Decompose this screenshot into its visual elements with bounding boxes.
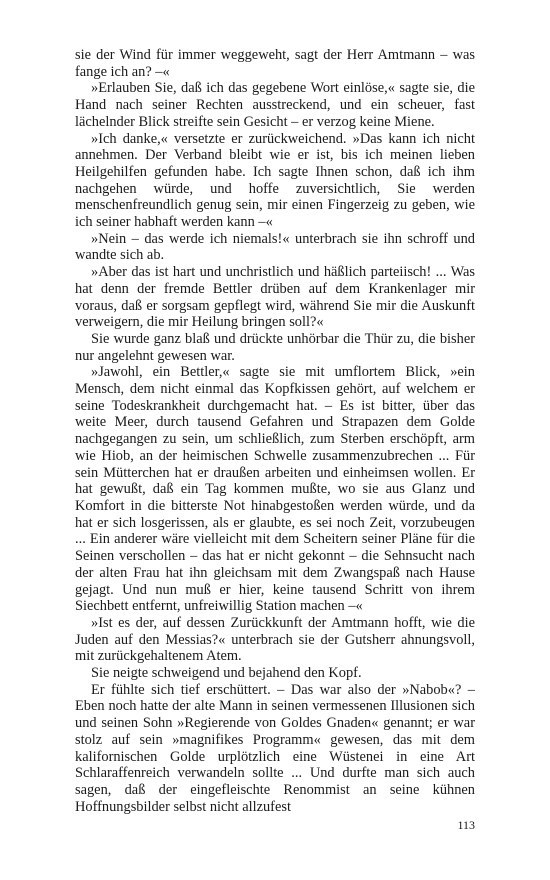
paragraph: Sie wurde ganz blaß und drückte unhörbar die Thür zu, die bisher nur angelehnt gewesen war.: [75, 330, 475, 364]
paragraph: »Jawohl, ein Bettler,« sagte sie mit umflortem Blick, »ein Mensch, dem nicht einmal das Kopfkissen gehört, auf welchem er seine Todeskrankheit durchgemacht hat. – Es ist bitter, über das weite Meer, durch tausend Gefahren und Strapazen dem Golde nachgegangen zu sein, um schließlich, zum Sterben erschöpft, arm wie Hiob, an der heimischen Schwelle zusammenzubrechen ... Für sein Mütterchen hat er draußen arbeiten und einheimsen wollen. Er hat gewußt, daß ein Tag kommen mußte, wo sie aus Glanz und Komfort in die bitterste Not hinabgestoßen werden würde, und da hat er sich losgerissen, als er glaubte, es sei noch Zeit, vorzubeugen ... Ein anderer wäre vielleicht mit dem Scheitern seiner Pläne für die Seinen verschollen – das hat er nicht gekonnt – die Sehnsucht nach der alten Frau hat ihn gleichsam mit dem Zwangspaß nach Hause gejagt. Und nun muß er hier, keine tausend Schritt von ihrem Siechbett entfernt, unfreiwillig Station machen –«: [75, 364, 475, 615]
paragraph: »Erlauben Sie, daß ich das gegebene Wort einlöse,« sagte sie, die Hand nach seiner Rechten ausstreckend, und ein scheuer, fast lächelnder Blick streifte sein Gesicht – er verzog keine Miene.: [75, 80, 475, 130]
paragraph: »Nein – das werde ich niemals!« unterbrach sie ihn schroff und wandte sich ab.: [75, 230, 475, 264]
paragraph: Er fühlte sich tief erschüttert. – Das war also der »Nabob«? – Eben noch hatte der alte Mann in seinen vermessenen Illusionen sich und seinen Sohn »Regierende von Goldes Gnaden« genannt; er war stolz auf sein »magnifikes Programm« gewesen, das mit dem kalifornischen Golde urplötzlich eine Wüstenei in eine Art Schlaraffenreich verwandeln sollte ... Und durfte man sich auch sagen, daß der eingefleischte Renommist an seine kühnen Hoffnungsbilder selbst nicht allzufest: [75, 681, 475, 815]
paragraph: »Ich danke,« versetzte er zurückweichend. »Das kann ich nicht annehmen. Der Verband bleibt wie er ist, bis ich meinen lieben Heilgehilfen gefunden habe. Ich sagte Ihnen schon, daß ich ihm nachgehen würde, und hoffe zuversichtlich, Sie werden menschenfreundlich genug sein, mir einen Fingerzeig zu geben, wie ich seiner habhaft werden kann –«: [75, 130, 475, 231]
paragraph: »Ist es der, auf dessen Zurückkunft der Amtmann hofft, wie die Juden auf den Messias?« unterbrach sie der Gutsherr ahnungsvoll, mit zurückgehaltenem Atem.: [75, 614, 475, 665]
paragraph: sie der Wind für immer weggeweht, sagt der Herr Amtmann – was fange ich an? –«: [75, 47, 475, 80]
paragraph: »Aber das ist hart und unchristlich und häßlich parteiisch! ... Was hat denn der fremde Bettler drüben auf dem Krankenlager mir voraus, daß er sorgsam gepflegt wird, während Sie mir die Auskunft verweigern, die mir Heilung bringen soll?«: [75, 264, 475, 331]
book-page: [75, 47, 475, 815]
paragraph: Sie neigte schweigend und bejahend den Kopf.: [91, 665, 362, 682]
page-number: 113: [457, 818, 475, 832]
